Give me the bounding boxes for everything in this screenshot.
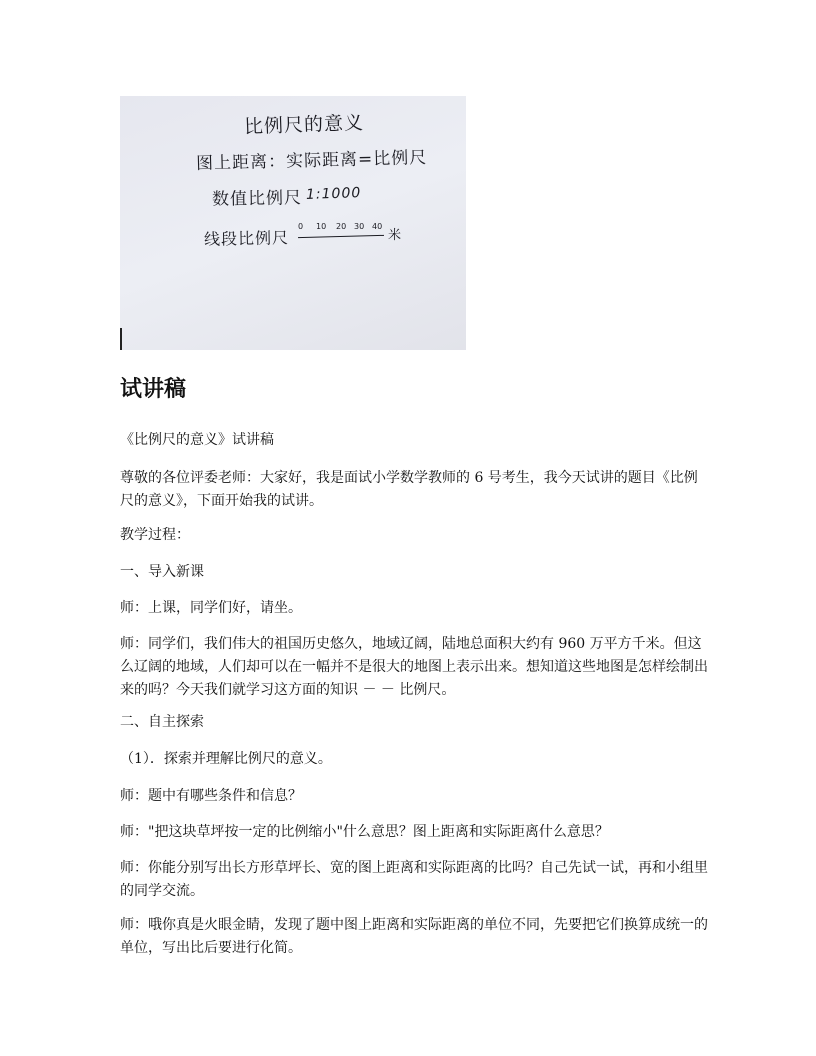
- doc-paragraph: 师：哦你真是火眼金睛，发现了题中图上距离和实际距离的单位不同，先要把它们换算成统一的单位，写出比后要进行化简。: [120, 917, 708, 956]
- doc-paragraph: 师：同学们，我们伟大的祖国历史悠久，地域辽阔，陆地总面积大约有 960 万平方千米。但这么辽阔的地域，人们却可以在一幅并不是很大的地图上表示出来。想知道这些地图是怎样绘制出来的吗？今天我们就学习这方面的知识 － － 比例尺。: [120, 636, 708, 698]
- scale-line: [298, 235, 384, 238]
- photo-edge-line: [120, 328, 122, 350]
- note-segment-label: 线段比例尺: [203, 228, 290, 249]
- segment-scale-bar: [294, 218, 404, 248]
- doc-paragraph: 师："把这块草坪按一定的比例缩小"什么意思？图上距离和实际距离什么意思？: [120, 824, 609, 840]
- doc-paragraph: 师：你能分别写出长方形草坪长、宽的图上距离和实际距离的比吗？自己先试一试，再和小组里的同学交流。: [120, 860, 708, 899]
- scale-tick: 10: [316, 222, 327, 231]
- scale-tick: 30: [354, 222, 365, 231]
- scale-unit: 米: [388, 228, 402, 243]
- note-numeric-value: 1:1000: [305, 185, 362, 203]
- doc-paragraph: 一、导入新课: [120, 564, 204, 580]
- page-title: 试讲稿: [120, 377, 187, 402]
- scale-tick: 40: [372, 222, 383, 231]
- doc-paragraph: 尊敬的各位评委老师：大家好，我是面试小学数学教师的 6 号考生，我今天试讲的题目《比例尺的意义》，下面开始我的试讲。: [120, 470, 698, 509]
- doc-paragraph: 教学过程：: [120, 527, 190, 543]
- note-numeric-label: 数值比例尺: [211, 188, 303, 210]
- handwritten-note-photo: [120, 96, 466, 350]
- scale-tick: 20: [336, 222, 347, 231]
- doc-paragraph: （1）．探索并理解比例尺的意义。: [120, 751, 332, 767]
- doc-paragraph: 二、自主探索: [120, 714, 204, 730]
- doc-paragraph: 师：上课，同学们好，请坐。: [120, 600, 302, 616]
- scale-tick: 0: [298, 222, 304, 231]
- note-formula: 图上距离：实际距离=比例尺: [195, 147, 428, 175]
- doc-paragraph: 师：题中有哪些条件和信息？: [120, 788, 302, 804]
- note-title: 比例尺的意义: [243, 111, 365, 139]
- doc-paragraph: 《比例尺的意义》试讲稿: [120, 432, 274, 448]
